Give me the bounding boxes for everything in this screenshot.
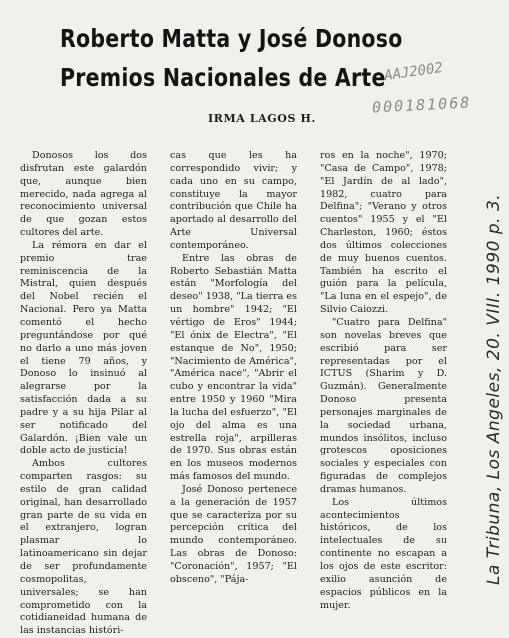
- handwritten-source-note: La Tribuna, Los Angeles, 20. VIII. 1990 p. 3.: [484, 193, 504, 585]
- paragraph: ros en la noche", 1970; "Casa de Campo", 1978; "El Jardín de al lado", 1982, cuatro para Delfina"; "Verano y otros cuentos" 1955 y el "El Charleston, 1960; éstos dos últimos colecciones de muy buenos cuentos. También ha escrito el guión para la película, "La luna en el espejo", de Silvio Caiozzi.: [320, 150, 447, 316]
- paragraph: cas que les ha correspondido vivir; y cada uno en su campo, constituye la mayor contribución que Chile ha aportado al desarrollo del Arte Universal contemporáneo.: [170, 150, 297, 251]
- record-number-stamp: 000181068: [371, 93, 472, 117]
- text-column-1: [20, 150, 147, 638]
- paragraph: Ambos cultores comparten rasgos: su estilo de gran calidad original, han desarrollado gran parte de su vida en el extranjero, logran plasmar lo latinoamericano sin dejar de ser profundamente cosmopolitas, universales; se han comprometido con la cotidianeidad humana de las instancias históri-: [20, 458, 147, 637]
- article-author: IRMA LAGOS H.: [208, 112, 316, 125]
- paragraph: La rémora en dar el premio trae reminiscencia de la Mistral, quien después del Nobel recién el Nacional. Pero ya Matta comentó el hecho preguntándose por qué no darlo a uno más joven el tiene 79 años, y Donoso lo insinuó al alegrarse por la satisfacción dada a su padre y a su hija Pilar al ser notificado del Galardón. ¡Bien vale un doble acto de justicia!: [20, 239, 147, 457]
- paragraph: Los últimos acontecimientos históricos, de los intelectuales de su continente no escapan a los ojos de este escritor: exilio asunción de espacios públicos en la mujer.: [320, 496, 447, 611]
- paragraph: José Donoso pertenece a la generación de 1957 que se caracteriza por su percepción crítica del mundo contemporáneo. Las obras de Donoso: "Coronación", 1957; "El obsceno", "Pája-: [170, 483, 297, 585]
- article-title-line2: Premios Nacionales de Arte: [60, 63, 386, 92]
- paragraph: Entre las obras de Roberto Sebastián Matta están "Morfología del deseo" 1938, "La tierra es un hombre" 1942; "El vértigo de Eros" 1944; "El ónix de Electra", "El estanque de No", 1950; "Nacimiento de América", "América nace", "Abrir el cubo y encontrar la vida" entre 1950 y 1960 "Mira la lucha del esfuerzo", "El ojo del alma es una estrella roja", arpilleras de 1970. Sus obras están en los museos modernos más famosos del mundo.: [170, 252, 297, 483]
- text-column-2: [170, 150, 297, 587]
- paragraph: Donosos los dos disfrutan este galardón que, aunque bien merecido, nada agrega al reconocimiento universal de que gozan estos cultores del arte.: [20, 150, 147, 239]
- archive-code-stamp: AAJ2002: [383, 59, 444, 85]
- article-title-line1: Roberto Matta y José Donoso: [60, 24, 403, 53]
- text-column-3: [320, 150, 447, 612]
- paragraph: "Cuatro para Delfina" son novelas breves que escribió para ser representadas por el ICTUS (Sharim y D. Guzmán). Generalmente Donoso presenta personajes marginales de la sociedad urbana, mundos insólitos, incluso grotescos oposiciones sociales y especiales con figuradas de complejos dramas humanos.: [320, 316, 447, 495]
